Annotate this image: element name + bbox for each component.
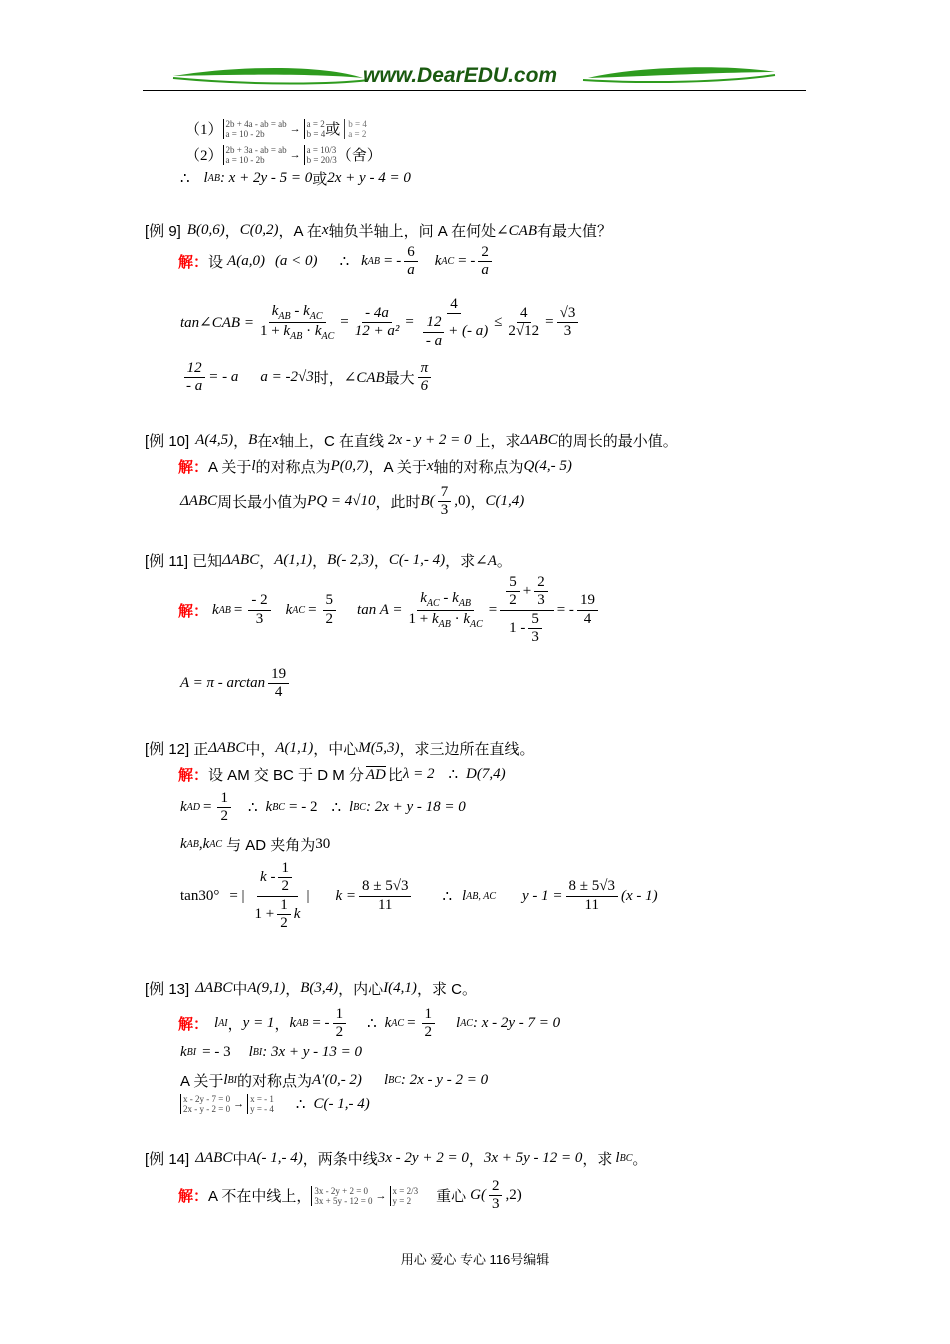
example-label: [例 11]	[145, 553, 189, 570]
example-label: [例 13]	[145, 981, 190, 998]
solution-system-2: b = 4 a = 2	[344, 119, 367, 139]
arrow-icon: →	[233, 1098, 245, 1110]
arrow-icon: →	[289, 122, 301, 135]
ex11-line-1: 解： k AB = $\frac{- 2}{3}$ k AC = $\frac{5}{2}$ tan A = $\frac{k_{AC} - k_{AB}}{1 + k_{AB} \cdot k_{AC}}$ = $\frac{5}{2}$ + $\frac{2}{3}$ 1 - $\frac{5}{3}$ = - $\frac{19}{4}$	[178, 574, 601, 646]
ex14-question: [例 14] ΔABC 中 A(- 1,- 4) ，两条中线 3x - 2y + 2 = 0 ， 3x + 5y - 12 = 0 ，求 l BC 。	[145, 1150, 648, 1168]
top-line-2	[185, 144, 382, 165]
ex13-line-3: A 关于 l BI 的对称点为 A′(0,- 2) l BC : 2x - y - 2 = 0	[180, 1072, 489, 1090]
solution-label: 解：	[178, 767, 209, 784]
arrow-icon: →	[375, 1189, 387, 1202]
equation-system: x - 2y - 7 = 0 2x - y - 2 = 0	[180, 1094, 230, 1114]
top-line-1	[185, 118, 367, 139]
case-label: （1）	[185, 122, 223, 138]
logo-text: www.DearEDU.com	[363, 64, 558, 87]
ex12-question: [例 12] 正 ΔABC 中， A(1,1) ，中心 M(5,3) ，求三边所在直线。	[145, 740, 535, 758]
ex12-line-4: tan30° = | k - $\frac{1}{2}$ 1 + $\frac{1}{2}$ k | k = $\frac{8 \pm 5√3}{11}$ ∴ l AB, AC y - 1 = $\frac{8 \pm 5√3}{11}$ (x - 1)	[180, 860, 658, 931]
example-label: [例 9]	[145, 223, 181, 240]
ex13-question: [例 13] ΔABC 中 A(9,1) ， B(3,4) ，内心 I(4,1) ，求 C。	[145, 980, 477, 998]
ex12-line-1: 解： 设 AM 交 BC 于 D M 分 AD 比 λ = 2 ∴ D(7,4)	[178, 766, 506, 784]
ex10-question: [例 10] A(4,5) ， B 在 x 轴上，C 在直线 2x - y + 2 = 0 上，求 ΔABC 的周长的最小值。	[145, 432, 678, 450]
ex13-line-1: 解： l AI ， y = 1 ， k AB = - $\frac{1}{2}$ ∴ k AC = $\frac{1}{2}$ l AC : x - 2y - 7 = 0	[178, 1006, 561, 1041]
ex12-line-3: k AB , k AC 与 AD 夹角为 30	[180, 836, 331, 854]
solution-label: 解：	[178, 602, 209, 620]
therefore-symbol: ∴	[180, 171, 190, 187]
vector-ad: AD	[365, 766, 386, 783]
arrow-icon: →	[289, 148, 301, 161]
or-text: 或	[325, 122, 341, 138]
example-label: [例 10]	[145, 433, 190, 450]
solution-label: 解：	[178, 459, 209, 476]
top-line-3: ∴ l AB : x + 2y - 5 = 0 或 2x + y - 4 = 0	[180, 170, 411, 188]
solution-label: 解：	[178, 1016, 209, 1034]
case-label: （2）	[185, 148, 223, 164]
ex11-question: [例 11] 已知 ΔABC ， A(1,1) ， B(- 2,3) ， C(- 1,- 4) ， 求 ∠A 。	[145, 552, 512, 570]
ex12-line-2: k AD = $\frac{1}{2}$ ∴ k BC = - 2 ∴ l BC : 2x + y - 18 = 0	[180, 790, 466, 825]
reject-text: （舍）	[336, 148, 382, 164]
ex14-line-1: 解： A 不在中线上， 3x - 2y + 2 = 0 3x + 5y - 12 = 0 → x = 2/3 y = 2 重心 G( $\frac{2}{3}$ ,2)	[178, 1178, 522, 1213]
solution-label: 解：	[178, 1188, 209, 1206]
solution-system: x = 2/3 y = 2	[390, 1186, 419, 1206]
ex11-line-2: A = π - arctan $\frac{19}{4}$	[180, 666, 292, 702]
ex13-line-2: k BI = - 3 l BI : 3x + y - 13 = 0	[180, 1044, 363, 1060]
ex10-line-2: ΔABC 周长最小值为 PQ = 4√10 ，此时 B( $\frac{7}{3}$ ,0) ， C(1,4)	[180, 484, 525, 519]
ex13-line-4: x - 2y - 7 = 0 2x - y - 2 = 0 → x = - 1 y = - 4 ∴ C(- 1,- 4)	[180, 1094, 370, 1114]
ex9-line-1: 解： 设 A(a,0) (a < 0) ∴ k AB = - $\frac{6}{a}$ k AC = - $\frac{2}{a}$	[178, 244, 495, 280]
header-logo	[168, 62, 780, 92]
ex9-question: [例 9] B(0,6) ， C(0,2) ，A 在 x 轴负半轴上，问 A 在何处 ∠CAB 有最大值？	[145, 222, 612, 240]
page-footer: 用心 爱心 专心 116号编辑	[400, 1252, 550, 1267]
solution-system: a = 10/3 b = 20/3	[304, 145, 337, 165]
ex9-line-3: $\frac{12}{- a}$ = - a a = -2√3 时， ∠CAB 最大 $\frac{\pi}{6}$	[180, 360, 434, 396]
equation-system: 2b + 4a - ab = ab a = 10 - 2b	[223, 119, 287, 139]
equation-system: 2b + 3a - ab = ab a = 10 - 2b	[223, 145, 287, 165]
example-label: [例 12]	[145, 741, 190, 758]
equation-system: 3x - 2y + 2 = 0 3x + 5y - 12 = 0	[311, 1186, 372, 1206]
example-label: [例 14]	[145, 1151, 190, 1168]
ex10-line-1: 解： A 关于 l 的对称点为 P(0,7) ，A 关于 x 轴的对称点为 Q(4,- 5)	[178, 458, 572, 476]
solution-label: 解：	[178, 254, 209, 272]
solution-system: x = - 1 y = - 4	[247, 1094, 274, 1114]
solution-system: a = 2 b = 4	[304, 119, 326, 139]
header-rule	[143, 90, 806, 91]
ex9-line-2: tan∠CAB = $\frac{k_{AB} - k_{AC}}{1 + k_{AB} \cdot k_{AC}}$ = $\frac{- 4a}{\text{12 + a²}}$ = 4 $\frac{12}{- a}$ + (- a) ≤ $\frac{4}{2√12}$ = $\frac{√3}{3}$	[180, 296, 581, 350]
